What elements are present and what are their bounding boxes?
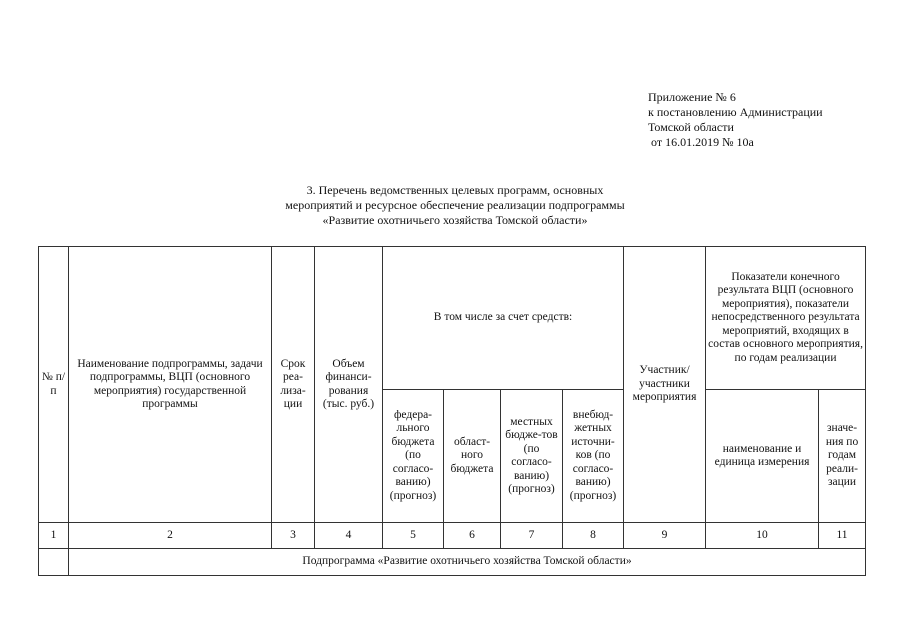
column-number-cell: 1 xyxy=(39,523,69,549)
column-number-cell: 5 xyxy=(383,523,444,549)
column-number-cell: 10 xyxy=(706,523,819,549)
header-local-budgets: местных бюдже-тов (по согласо-ванию) (прогноз) xyxy=(501,390,563,523)
header-volume: Объем финанси-рования (тыс. руб.) xyxy=(315,247,383,523)
title-line: мероприятий и ресурсное обеспечение реализации подпрограммы xyxy=(285,198,625,212)
appendix-line: Приложение № 6 xyxy=(648,90,736,104)
programs-table xyxy=(38,246,866,576)
header-funds-group: В том числе за счет средств: xyxy=(383,247,624,390)
column-number-cell: 3 xyxy=(272,523,315,549)
appendix-line: к постановлению Администрации xyxy=(648,105,823,119)
column-number-cell: 7 xyxy=(501,523,563,549)
header-regional-budget: област-ного бюджета xyxy=(444,390,501,523)
header-indicator-values: значе-ния по годам реали-зации xyxy=(819,390,866,523)
header-indicator-name: наименование и единица измерения xyxy=(706,390,819,523)
title-line: «Развитие охотничьего хозяйства Томской области» xyxy=(322,213,588,227)
header-name: Наименование подпрограммы, задачи подпрограммы, ВЦП (основного мероприятия) государственной программы xyxy=(69,247,272,523)
appendix-line: Томской области xyxy=(648,120,734,134)
header-extrabudgetary: внебюд-жетных источни-ков (по согласо-ванию) (прогноз) xyxy=(563,390,624,523)
column-number-cell: 6 xyxy=(444,523,501,549)
header-number: № п/п xyxy=(39,247,69,523)
appendix-block xyxy=(648,90,823,150)
subprogram-number-cell xyxy=(39,549,69,576)
column-number-cell: 4 xyxy=(315,523,383,549)
appendix-line: от 16.01.2019 № 10а xyxy=(651,135,754,149)
header-period: Срок реа-лиза-ции xyxy=(272,247,315,523)
document-title xyxy=(200,183,710,228)
subprogram-row: Подпрограмма «Развитие охотничьего хозяйства Томской области» xyxy=(69,549,866,576)
title-line: 3. Перечень ведомственных целевых программ, основных xyxy=(306,183,604,197)
header-federal-budget: федера-льного бюджета (по согласо-ванию) (прогноз) xyxy=(383,390,444,523)
column-number-cell: 8 xyxy=(563,523,624,549)
header-participants: Участник/ участники мероприятия xyxy=(624,247,706,523)
column-number-cell: 2 xyxy=(69,523,272,549)
header-indicators-group: Показатели конечного результата ВЦП (основного мероприятия), показатели непосредственного результата мероприятий, входящих в состав основного мероприятия, по годам реализации xyxy=(706,247,866,390)
column-number-cell: 11 xyxy=(819,523,866,549)
column-number-cell: 9 xyxy=(624,523,706,549)
